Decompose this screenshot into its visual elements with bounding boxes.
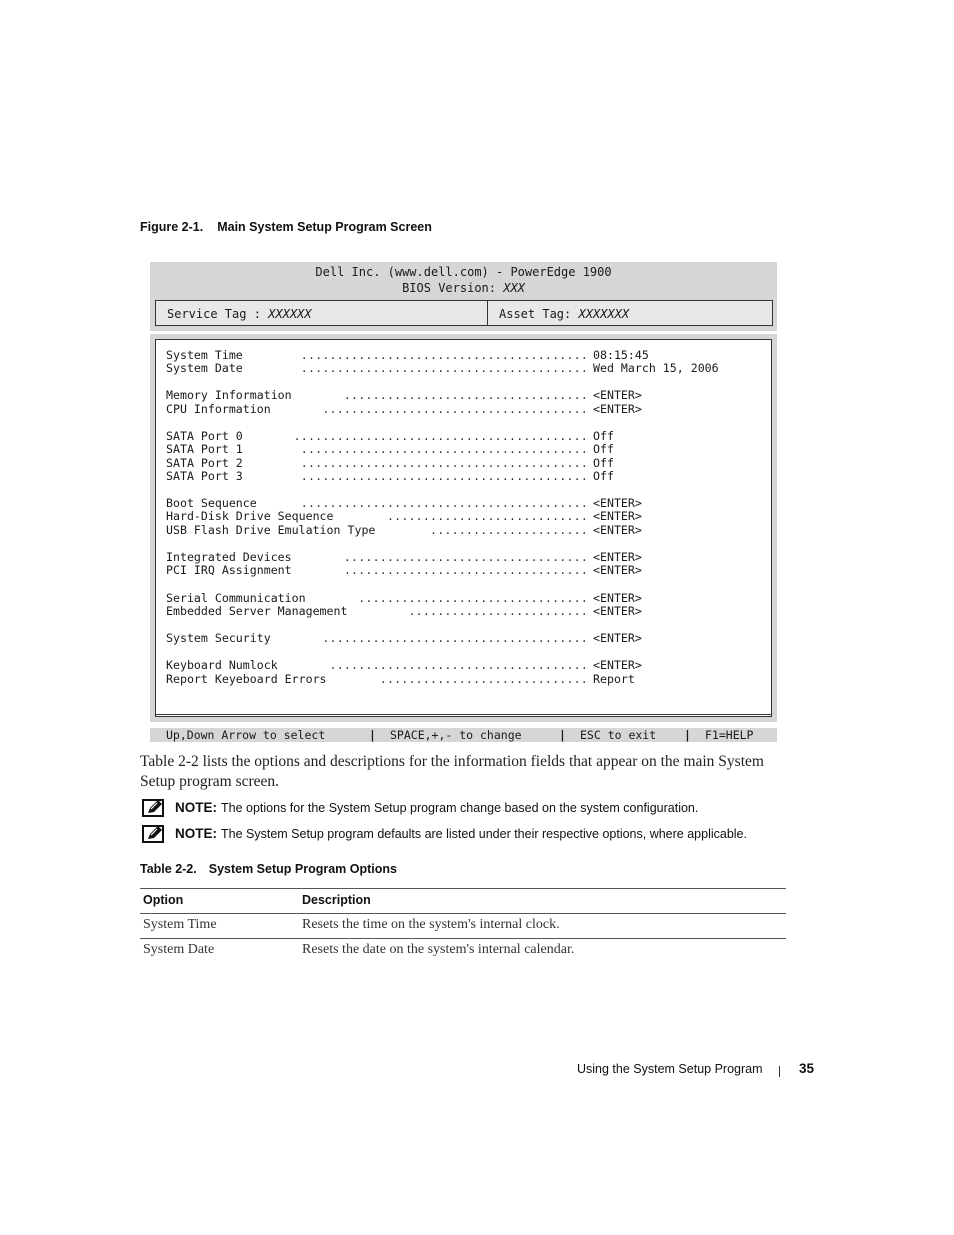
bios-row-value: <ENTER> xyxy=(593,402,642,416)
bios-row-value: Off xyxy=(593,469,614,483)
bios-body xyxy=(150,334,777,722)
figure-number: Figure 2-1. xyxy=(140,220,204,234)
bios-row-dots: .................................. xyxy=(343,388,588,402)
footer-separator xyxy=(779,1066,780,1077)
bios-row-label: USB Flash Drive Emulation Type xyxy=(166,523,376,537)
bios-row-value: Off xyxy=(593,442,614,456)
bios-row-dots: ............................. xyxy=(379,672,588,686)
bios-row-dots: ........................................ xyxy=(300,496,588,510)
bios-row-label: System Date xyxy=(166,361,243,375)
bios-row-value: <ENTER> xyxy=(593,509,642,523)
bios-row-value: <ENTER> xyxy=(593,658,642,672)
note-2 xyxy=(140,825,820,847)
bios-row-dots: .................................. xyxy=(343,563,588,577)
table-header-description: Description xyxy=(302,893,371,907)
bios-row-embedded-server-management[interactable] xyxy=(166,604,766,618)
bios-row-label: Embedded Server Management xyxy=(166,604,348,618)
bios-row-value: <ENTER> xyxy=(593,550,642,564)
bios-footer-separator: | xyxy=(369,728,376,742)
bios-row-label: Serial Communication xyxy=(166,591,306,605)
bios-title: Dell Inc. (www.dell.com) - PowerEdge 1900 xyxy=(315,265,612,279)
bios-version-value: XXX xyxy=(503,281,525,295)
bios-row-report-keyboard-errors[interactable] xyxy=(166,672,766,686)
bios-row-dots: ........................................ xyxy=(300,456,588,470)
bios-row-label: Keyboard Numlock xyxy=(166,658,278,672)
bios-footer-change: SPACE,+,- to change xyxy=(390,728,522,742)
bios-settings-panel xyxy=(155,339,772,717)
bios-version xyxy=(150,281,777,295)
body-paragraph: Table 2-2 lists the options and descriptions for the information fields that appear on the main System Setup program screen. xyxy=(140,753,764,790)
bios-row-label: System Time xyxy=(166,348,243,362)
bios-row-dots: ......................................... xyxy=(293,429,588,443)
service-tag-value: XXXXXX xyxy=(268,307,312,321)
bios-row-cpu-information[interactable] xyxy=(166,402,766,416)
bios-footer-select: Up,Down Arrow to select xyxy=(166,728,326,742)
note-1 xyxy=(140,799,820,821)
bios-row-usb-flash-drive-emulation-type[interactable] xyxy=(166,523,766,537)
asset-tag-label: Asset Tag: xyxy=(499,307,579,321)
bios-footer-help: F1=HELP xyxy=(705,728,754,742)
table-cell-description: Resets the time on the system's internal clock. xyxy=(302,917,560,932)
bios-row-value: Off xyxy=(593,429,614,443)
bios-row-label: Memory Information xyxy=(166,388,292,402)
bios-row-dots: ............................ xyxy=(386,509,588,523)
asset-tag-value: XXXXXXX xyxy=(578,307,630,321)
table-cell-option: System Date xyxy=(143,942,215,957)
bios-row-label: SATA Port 2 xyxy=(166,456,243,470)
bios-footer-separator: | xyxy=(684,728,691,742)
bios-row-sata-port-0[interactable] xyxy=(166,429,766,443)
bios-row-dots: ......................... xyxy=(408,604,588,618)
bios-row-label: SATA Port 3 xyxy=(166,469,243,483)
bios-footer-bar xyxy=(150,728,777,742)
note-pencil-icon xyxy=(142,799,164,817)
bios-row-value: <ENTER> xyxy=(593,604,642,618)
bios-row-label: Boot Sequence xyxy=(166,496,257,510)
bios-row-value: 08:15:45 xyxy=(593,348,649,362)
bios-row-value: Wed March 15, 2006 xyxy=(593,361,719,375)
bios-row-label: Report Keyeboard Errors xyxy=(166,672,327,686)
table-header-rule xyxy=(140,913,786,914)
bios-row-dots: ................................ xyxy=(358,591,588,605)
figure-caption xyxy=(140,220,432,234)
bios-row-label: SATA Port 0 xyxy=(166,429,243,443)
bios-row-sata-port-2[interactable] xyxy=(166,456,766,470)
table-title: System Setup Program Options xyxy=(208,862,397,876)
asset-tag-box xyxy=(487,300,773,326)
bios-row-value: <ENTER> xyxy=(593,631,642,645)
bios-row-label: Integrated Devices xyxy=(166,550,292,564)
table-number: Table 2-2. xyxy=(140,862,197,876)
bios-row-value: <ENTER> xyxy=(593,523,642,537)
bios-row-dots: .................................. xyxy=(343,550,588,564)
bios-row-value: Report xyxy=(593,672,635,686)
bios-row-label: Hard-Disk Drive Sequence xyxy=(166,509,334,523)
bios-row-integrated-devices[interactable] xyxy=(166,550,766,564)
bios-row-serial-communication[interactable] xyxy=(166,591,766,605)
table-cell-option: System Time xyxy=(143,917,217,932)
table-top-rule xyxy=(140,888,786,889)
note-label: NOTE: xyxy=(175,800,217,815)
bios-row-sata-port-1[interactable] xyxy=(166,442,766,456)
table-header-option: Option xyxy=(143,893,184,907)
bios-row-value: <ENTER> xyxy=(593,388,642,402)
bios-row-memory-information[interactable] xyxy=(166,388,766,402)
bios-row-dots: ........................................ xyxy=(300,469,588,483)
bios-version-label: BIOS Version: xyxy=(402,281,504,295)
bios-header xyxy=(150,262,777,331)
note-text: The System Setup program defaults are listed under their respective options, where applicable. xyxy=(221,827,747,841)
bios-footer-separator: | xyxy=(559,728,566,742)
figure-title: Main System Setup Program Screen xyxy=(217,220,432,234)
bios-row-dots: ..................................... xyxy=(322,631,588,645)
bios-panel-bottom-rule xyxy=(155,714,772,715)
bios-row-sata-port-3[interactable] xyxy=(166,469,766,483)
bios-row-pci-irq-assignment[interactable] xyxy=(166,563,766,577)
bios-row-label: System Security xyxy=(166,631,271,645)
bios-row-boot-sequence[interactable] xyxy=(166,496,766,510)
bios-row-system-date[interactable] xyxy=(166,361,766,375)
service-tag-box xyxy=(155,300,488,326)
table-row-rule xyxy=(140,938,786,939)
bios-footer-exit: ESC to exit xyxy=(580,728,657,742)
bios-row-label: CPU Information xyxy=(166,402,271,416)
footer-section-title: Using the System Setup Program xyxy=(577,1062,763,1076)
bios-row-dots: ........................................ xyxy=(300,442,588,456)
bios-row-system-security[interactable] xyxy=(166,631,766,645)
bios-row-hard-disk-drive-sequence[interactable] xyxy=(166,509,766,523)
bios-row-value: Off xyxy=(593,456,614,470)
bios-row-label: SATA Port 1 xyxy=(166,442,243,456)
bios-row-dots: ........................................ xyxy=(300,348,588,362)
table-caption xyxy=(140,862,397,876)
bios-row-dots: ...................... xyxy=(430,523,588,537)
bios-row-dots: .................................... xyxy=(329,658,588,672)
bios-row-value: <ENTER> xyxy=(593,563,642,577)
bios-row-dots: ........................................ xyxy=(300,361,588,375)
bios-row-value: <ENTER> xyxy=(593,496,642,510)
page-number: 35 xyxy=(799,1061,815,1076)
note-pencil-icon xyxy=(142,825,164,843)
bios-row-dots: ..................................... xyxy=(322,402,588,416)
note-text: The options for the System Setup program change based on the system configuration. xyxy=(221,801,699,815)
bios-row-system-time[interactable] xyxy=(166,348,766,362)
note-label: NOTE: xyxy=(175,826,217,841)
bios-row-value: <ENTER> xyxy=(593,591,642,605)
service-tag-label: Service Tag : xyxy=(167,307,269,321)
table-cell-description: Resets the date on the system's internal calendar. xyxy=(302,942,575,957)
bios-row-label: PCI IRQ Assignment xyxy=(166,563,292,577)
bios-row-keyboard-numlock[interactable] xyxy=(166,658,766,672)
